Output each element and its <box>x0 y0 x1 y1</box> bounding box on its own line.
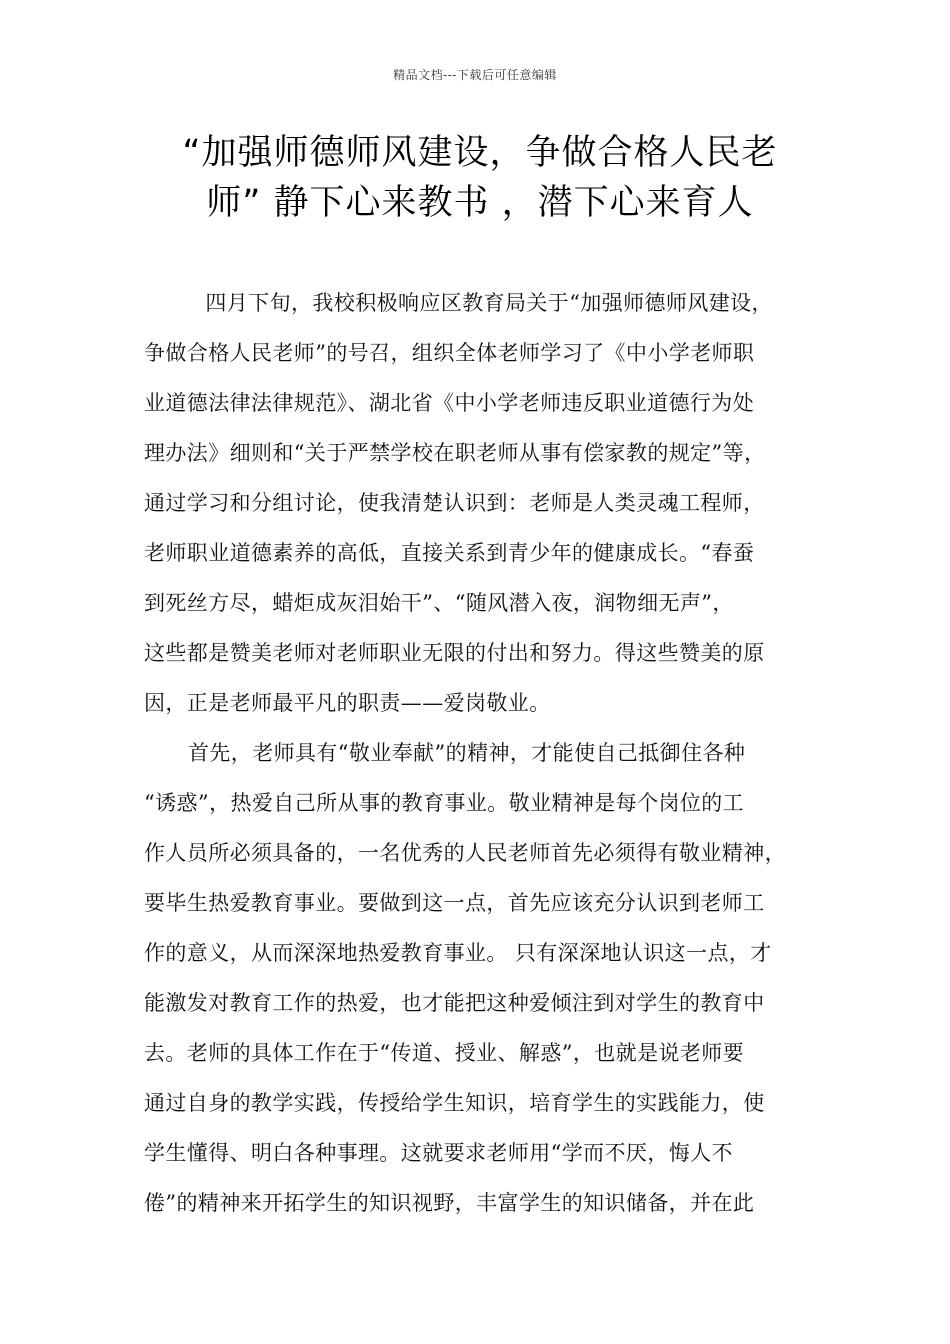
body-line: 老师职业道德素养的高低，直接关系到青少年的健康成长。“春蚕 <box>144 541 755 565</box>
body-line: 理办法》细则和“关于严禁学校在职老师从事有偿家教的规定”等， <box>144 441 766 465</box>
document-body <box>144 278 824 1228</box>
title-line-1: “加强师德师风建设，争做合格人民老 <box>182 133 778 173</box>
body-line: 学生懂得、明白各种事理。这就要求老师用“学而不厌，悔人不 <box>144 1141 733 1165</box>
body-line: 争做合格人民老师”的号召，组织全体老师学习了《中小学老师职 <box>144 341 755 365</box>
body-line: 四月下旬，我校积极响应区教育局关于“加强师德师风建设， <box>184 291 773 315</box>
body-line: 作人员所必须具备的，一名优秀的人民老师首先必须得有敬业精神， <box>144 841 786 865</box>
body-line: 通过学习和分组讨论，使我清楚认识到：老师是人类灵魂工程师， <box>144 491 765 515</box>
body-line: 到死丝方尽，蜡炬成灰泪始干”、“随风潜入夜，润物细无声”， <box>144 591 734 615</box>
title-line-2: 师” 静下心来教书 ，潜下心来育人 <box>206 183 754 223</box>
body-line: 要毕生热爱教育事业。要做到这一点，首先应该充分认识到老师工 <box>144 891 765 915</box>
body-line: 通过自身的教学实践，传授给学生知识，培育学生的实践能力，使 <box>144 1091 765 1115</box>
body-line: 作的意义，从而深深地热爱教育事业。 只有深深地认识这一点，才 <box>144 941 772 965</box>
body-line: 业道德法律法律规范》、湖北省《中小学老师违反职业道德行为处 <box>144 391 755 415</box>
body-line: “诱惑”，热爱自己所从事的教育事业。敬业精神是每个岗位的工 <box>144 791 745 815</box>
body-line: 倦”的精神来开拓学生的知识视野，丰富学生的知识储备，并在此 <box>144 1191 755 1215</box>
body-line: 能激发对教育工作的热爱，也才能把这种爱倾注到对学生的教育中 <box>144 991 765 1015</box>
body-line: 首先，老师具有“敬业奉献”的精神，才能使自己抵御住各种 <box>188 741 746 765</box>
document-title <box>140 128 820 228</box>
body-line: 这些都是赞美老师对老师职业无限的付出和努力。得这些赞美的原 <box>144 641 765 665</box>
body-line: 因，正是老师最平凡的职责——爱岗敬业。 <box>144 691 551 715</box>
body-line: 去。老师的具体工作在于“传道、授业、解惑”，也就是说老师要 <box>144 1041 745 1065</box>
header-note: 精品文档---下载后可任意编辑 <box>393 68 557 82</box>
